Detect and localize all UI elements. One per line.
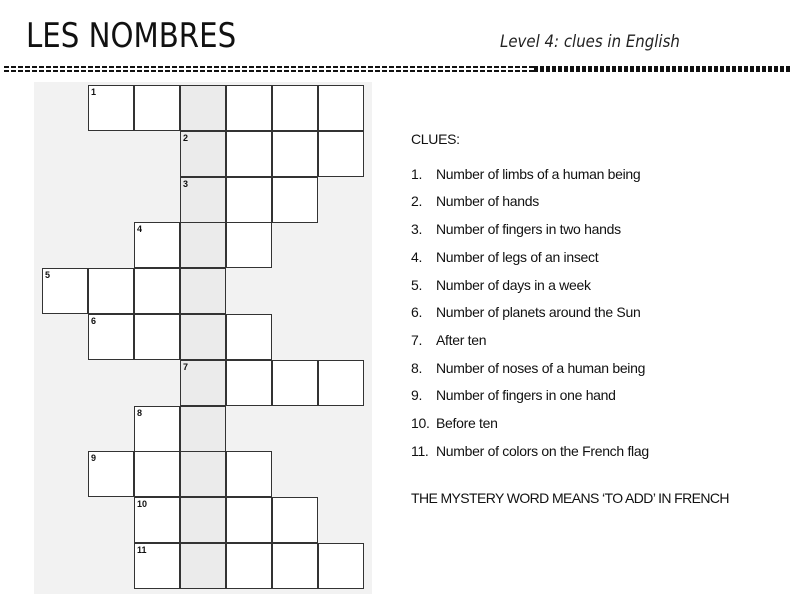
crossword-cell[interactable] xyxy=(134,314,180,360)
clue-number: 1 xyxy=(91,87,97,97)
crossword-cell[interactable] xyxy=(226,543,272,589)
clue-index: 7. xyxy=(411,332,423,348)
crossword-cell[interactable] xyxy=(134,543,180,589)
crossword-cell[interactable] xyxy=(88,314,134,360)
clue-number: 6 xyxy=(91,316,97,326)
crossword-cell[interactable] xyxy=(318,131,364,177)
clue-text: Number of noses of a human being xyxy=(436,360,646,376)
clue-text: After ten xyxy=(436,332,487,348)
clue-index: 8. xyxy=(411,360,423,376)
mystery-cell[interactable] xyxy=(180,85,226,131)
mystery-cell[interactable] xyxy=(180,451,226,497)
crossword-cell[interactable] xyxy=(272,177,318,223)
clue-item xyxy=(411,360,645,376)
crossword-cell[interactable] xyxy=(226,314,272,360)
clue-number: 5 xyxy=(45,270,51,281)
crossword-cell[interactable] xyxy=(226,177,272,223)
crossword-cell[interactable] xyxy=(226,497,272,543)
crossword-cell[interactable] xyxy=(134,451,180,497)
level-subtitle: Level 4: clues in English xyxy=(500,32,680,52)
clue-item xyxy=(411,415,498,431)
crossword-cell[interactable] xyxy=(134,222,180,268)
clue-text: Number of days in a week xyxy=(436,277,591,293)
crossword-cell[interactable] xyxy=(88,451,134,497)
clue-item xyxy=(411,193,539,209)
clue-number: 3 xyxy=(183,178,189,189)
clue-number: 2 xyxy=(183,132,189,143)
clue-index: 5. xyxy=(411,277,423,293)
crossword-cell[interactable] xyxy=(42,268,88,314)
crossword-cell[interactable] xyxy=(318,360,364,406)
clue-item xyxy=(411,387,616,403)
crossword-cell[interactable] xyxy=(134,406,180,452)
crossword-cell[interactable] xyxy=(272,131,318,177)
crossword-cell[interactable] xyxy=(272,543,318,589)
clue-number: 9 xyxy=(91,453,97,464)
clue-item xyxy=(411,277,591,293)
crossword-cell[interactable] xyxy=(134,85,180,131)
clue-item xyxy=(411,332,486,348)
divider-dotted xyxy=(534,66,792,72)
clue-index: 3. xyxy=(411,221,423,237)
mystery-cell[interactable] xyxy=(180,268,226,314)
crossword-grid xyxy=(34,82,372,594)
clue-number: 10 xyxy=(137,499,148,510)
clue-number: 7 xyxy=(183,361,189,372)
mystery-cell[interactable] xyxy=(180,497,226,543)
mystery-cell[interactable] xyxy=(180,131,226,177)
mystery-cell[interactable] xyxy=(180,360,226,406)
crossword-cell[interactable] xyxy=(226,360,272,406)
clue-index: 6. xyxy=(411,304,423,320)
clue-text: Number of limbs of a human being xyxy=(436,166,641,182)
clue-number: 8 xyxy=(137,407,143,418)
divider-dashed xyxy=(4,66,534,72)
page-title: LES NOMBRES xyxy=(26,16,237,56)
clue-index: 11. xyxy=(411,443,429,459)
clue-item xyxy=(411,443,649,459)
crossword-cell[interactable] xyxy=(134,497,180,543)
clue-text: Number of fingers in one hand xyxy=(436,387,616,403)
mystery-cell[interactable] xyxy=(180,406,226,452)
crossword-cell[interactable] xyxy=(134,268,180,314)
crossword-cell[interactable] xyxy=(226,85,272,131)
clue-item xyxy=(411,221,621,237)
clue-text: Number of colors on the French flag xyxy=(436,443,649,459)
crossword-cell[interactable] xyxy=(226,222,272,268)
clues-heading: CLUES: xyxy=(411,131,460,147)
mystery-word-instruction: THE MYSTERY WORD MEANS ‘TO ADD’ IN FRENCH xyxy=(411,490,729,506)
clue-text: Number of hands xyxy=(436,193,539,209)
mystery-cell[interactable] xyxy=(180,222,226,268)
clue-text: Number of legs of an insect xyxy=(436,249,599,265)
mystery-cell[interactable] xyxy=(180,543,226,589)
crossword-cell[interactable] xyxy=(88,85,134,131)
crossword-cell[interactable] xyxy=(226,131,272,177)
clue-item xyxy=(411,249,598,265)
crossword-cell[interactable] xyxy=(272,497,318,543)
clue-text: Number of fingers in two hands xyxy=(436,221,621,237)
clue-text: Before ten xyxy=(436,415,498,431)
clue-index: 9. xyxy=(411,387,423,403)
crossword-cell[interactable] xyxy=(318,85,364,131)
clue-number: 11 xyxy=(137,545,147,555)
crossword-cell[interactable] xyxy=(318,543,364,589)
mystery-cell[interactable] xyxy=(180,177,226,223)
clue-index: 1. xyxy=(411,166,423,182)
clue-text: Number of planets around the Sun xyxy=(436,304,641,320)
clue-item xyxy=(411,304,640,320)
clue-index: 4. xyxy=(411,249,423,265)
mystery-cell[interactable] xyxy=(180,314,226,360)
clue-item xyxy=(411,166,640,182)
clue-index: 10. xyxy=(411,415,430,431)
crossword-cell[interactable] xyxy=(88,268,134,314)
crossword-cell[interactable] xyxy=(272,360,318,406)
clue-index: 2. xyxy=(411,193,423,209)
crossword-cell[interactable] xyxy=(226,451,272,497)
crossword-cell[interactable] xyxy=(272,85,318,131)
clue-number: 4 xyxy=(137,224,143,235)
